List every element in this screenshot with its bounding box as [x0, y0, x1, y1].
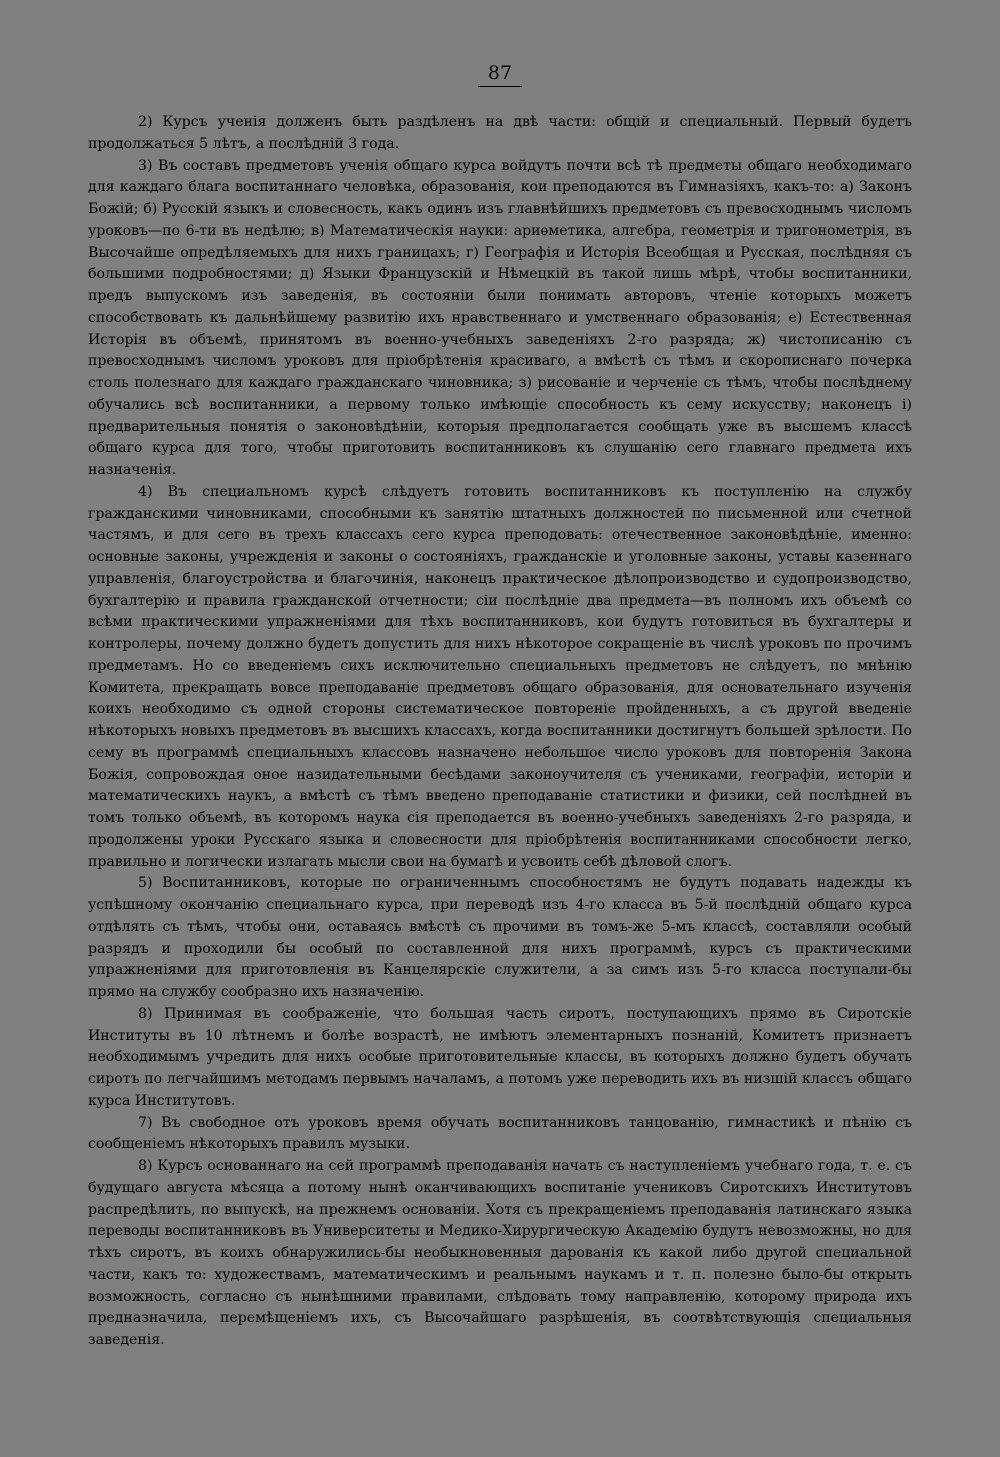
paragraph-7: 7) Въ свободное отъ уроковъ время обучать воспитанниковъ танцованію, гимнастикѣ и пѣнію съ сообщеніемъ нѣкоторыхъ правилъ музыки. — [88, 1114, 912, 1153]
paragraph-3: 3) Въ составъ предметовъ ученія общаго курса войдутъ почти всѣ тѣ предметы общаго необходимаго для каждаго блага воспитаннаго человѣка, образованія, кои преподаются въ Гимназіяхъ, какъ-то: а) Законъ Божій; б) Русскій языкъ и словесность, какъ одинъ изъ главнѣйшихъ предметовъ съ превосходнымъ числомъ уроковъ—по 6-ти въ недѣлю; в) Математическія науки: ариѳметика, алгебра, геометрія и тригонометрія, въ Высочайше опредѣляемыхъ для нихъ границахъ; г) Географія и Исторія Всеобщая и Русская, послѣдняя съ большими подробностями; д) Языки Французскій и Нѣмецкій въ такой лишь мѣрѣ, чтобы воспитанники, предъ выпускомъ изъ заведенія, въ состояніи были понимать авторовъ, чтеніе которыхъ можетъ способствовать къ дальнѣйшему развитію ихъ нравственнаго и умственнаго образованія; е) Естественная Исторія въ объемѣ, принятомъ въ военно-учебныхъ заведеніяхъ 2-го разряда; ж) чистописанію съ превосходнымъ числомъ уроковъ для пріобрѣтенія красиваго, а вмѣстѣ съ тѣмъ и скорописнаго почерка столь полезнаго для каждаго гражданскаго чиновника; з) рисованіе и черченіе съ тѣмъ, чтобы послѣднему обучались всѣ воспитанники, а первому только имѣющіе способность къ сему искусству; наконецъ і) предварительныя понятія о законовѣдѣніи, которыя предполагается сообщать уже въ высшемъ классѣ общаго курса для того, чтобы приготовить воспитанниковъ къ слушанію сего главнаго предмета ихъ назначенія. — [88, 157, 912, 478]
paragraph-5: 5) Воспитанниковъ, которые по ограниченнымъ способностямъ не будутъ подавать надежды къ успѣшному окончанію специальнаго курса, при переводѣ изъ 4-го класса въ 5-й послѣдній общаго курса отдѣлять съ тѣмъ, чтобы они, оставаясь вмѣстѣ съ прочими въ томъ-же 5-мъ классѣ, составляли особый разрядъ и проходили бы особый по составленной для нихъ программѣ, курсъ съ практическими упражненіями для приготовленія въ Канцелярскіе служители, а за симъ изъ 5-го класса поступали-бы прямо на службу сообразно ихъ назначенію. — [88, 875, 912, 1000]
paragraph-2: 2) Курсъ ученія долженъ быть раздѣленъ на двѣ части: общій и специальный. Первый будетъ продолжаться 5 лѣтъ, а послѣдній 3 года. — [88, 114, 912, 152]
paragraph-8: 8) Курсъ основаннаго на сей программѣ преподаванія начать съ наступленіемъ учебнаго года, т. е. съ будущаго августа мѣсяца а потому нынѣ оканчивающихъ воспитаніе учениковъ Сиротскихъ Институтовъ распредѣлить, по выпускѣ, на прежнемъ основаніи. Хотя съ прекращеніемъ преподаванія латинскаго языка переводы воспитанниковъ въ Университеты и Медико-Хирургическую Академію будутъ невозможны, но для тѣхъ сиротъ, въ коихъ обнаружились-бы необыкновенныя дарованія къ какой либо другой специальной части, какъ то: художествамъ, математическимъ и реальнымъ наукамъ и т. п. полезно было-бы открыть возможность, согласно съ нынѣшними правилами, слѣдовать тому направленію, которому природа ихъ предназначила, перемѣщеніемъ ихъ, съ Высочайшаго разрѣшенія, въ соотвѣтствующія специальныя заведенія. — [88, 1158, 912, 1348]
paragraph-6: 8) Принимая въ соображеніе, что большая часть сиротъ, поступающихъ прямо въ Сиротскіе Институты въ 10 лѣтнемъ и болѣе возрастѣ, не имѣютъ элементарныхъ познаній, Комитетъ признаетъ необходимымъ учредить для нихъ особые приготовительные классы, въ которыхъ должно будетъ обучать сиротъ по легчайшимъ методамъ первымъ началамъ, а потомъ уже переводить ихъ въ низшій классъ общаго курса Институтовъ. — [88, 1005, 912, 1109]
paragraph-4: 4) Въ специальномъ курсѣ слѣдуетъ готовить воспитанниковъ къ поступленію на службу гражданскими чиновниками, способными къ занятію штатныхъ должностей по письменной или счетной частямъ, и для сего въ трехъ классахъ сего курса преподовать: отечественное законовѣдѣніе, именно: основные законы, учрежденія и законы о состояніяхъ, гражданскіе и уголовные законы, уставы казеннаго управленія, благоустройства и благочинія, наконецъ практическое дѣлопроизводство и судопроизводство, бухгалтерію и правила гражданской отчетности; сіи послѣдніе два предмета—въ полномъ ихъ объемѣ со всѣми практическими упражненіями для тѣхъ воспитанниковъ, кои будутъ готовиться въ бухгалтеры и контролеры, почему должно будетъ допустить для нихъ нѣкоторое сокращеніе въ числѣ уроковъ по прочимъ предметамъ. Но со введеніемъ сихъ исключительно специальныхъ предметовъ не слѣдуетъ, по мнѣнію Комитета, прекращать вовсе преподаваніе предметовъ общаго образованія, для основательнаго изученія коихъ необходимо съ одной стороны систематическое повтореніе пройденныхъ, а съ другой введеніе нѣкоторыхъ новыхъ предметовъ въ высшихъ классахъ, когда воспитанники достигнутъ большей зрѣлости. По сему въ программѣ специальныхъ классовъ назначено небольшое число уроковъ для повторенія Закона Божія, сопровождая оное назидательными бесѣдами законоучителя съ учениками, географіи, исторіи и математическихъ наукъ, а вмѣстѣ съ тѣмъ введено преподаваніе статистики и физики, сей послѣдней въ томъ только объемѣ, въ которомъ наука сія преподается въ военно-учебныхъ заведеніяхъ 2-го разряда, и продолжены уроки Русскаго языка и словесности для пріобрѣтенія воспитанниками способности легко, правильно и логически излагать мысли свои на бумагѣ и усвоить себѣ дѣловой слогъ. — [88, 483, 912, 870]
body-text — [88, 112, 912, 1352]
page-number: 87 — [0, 62, 1000, 87]
